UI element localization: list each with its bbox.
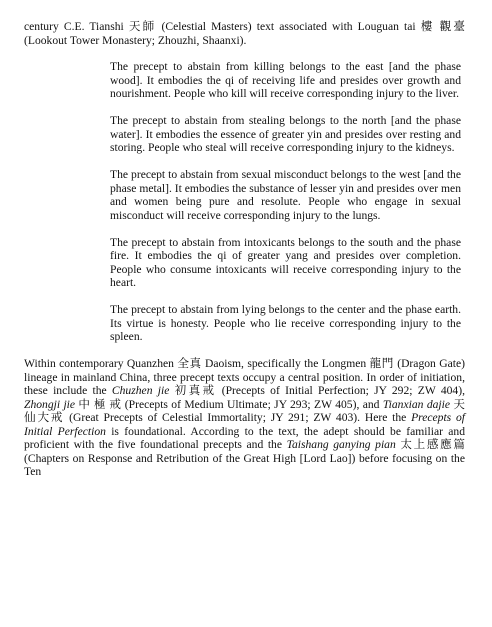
title-taishang-ganying-pian: Taishang ganying pian bbox=[286, 438, 396, 451]
document-page bbox=[24, 20, 465, 479]
body-text-segment: Within contemporary Quanzhen 全真 Daoism, specifically the Longmen 龍門 (Dragon Gate) lineage in mainland China, three precept texts occupy a central position. In order of initiation, these include the bbox=[24, 357, 465, 397]
quote-precept-lying: The precept to abstain from lying belongs to the center and the phase earth. Its virtue is honesty. People who lie receive corresponding injury to the spleen. bbox=[110, 303, 461, 343]
intro-paragraph: century C.E. Tianshi 天師 (Celestial Masters) text associated with Louguan tai 樓 觀臺 (Lookout Tower Monastery; Zhouzhi, Shaanxi). bbox=[24, 20, 465, 47]
body-text-segment: 太上感應篇 (Chapters on Response and Retribution of the Great High [Lord Lao]) before focusing on the Ten bbox=[24, 438, 465, 478]
body-text-segment: 中 極 戒 (Precepts of Medium Ultimate; JY 293; ZW 405), and bbox=[75, 397, 383, 411]
quote-precept-sexual-misconduct: The precept to abstain from sexual misconduct belongs to the west [and the phase metal]. It embodies the substance of lesser yin and presides over men and women being pure and resolute. People who engage in sexual misconduct will receive corresponding injury to the lungs. bbox=[110, 168, 461, 222]
body-text-segment: 初真戒 (Precepts of Initial Perfection; JY 292; ZW 404), bbox=[169, 384, 465, 397]
title-precepts-initial-perfection: Precepts of Initial Perfection bbox=[24, 411, 465, 438]
quote-precept-intoxicants: The precept to abstain from intoxicants belongs to the south and the phase fire. It embodies the qi of greater yang and presides over completion. People who consume intoxicants will receive corresponding injury to the heart. bbox=[110, 235, 461, 289]
title-tianxian-dajie: Tianxian dajie bbox=[382, 397, 451, 411]
quote-precept-stealing: The precept to abstain from stealing belongs to the north [and the phase water]. It embodies the essence of greater yin and presides over resting and storing. People who steal will receive corresponding injury to the kidneys. bbox=[110, 114, 461, 154]
body-paragraph bbox=[24, 357, 465, 479]
quote-precept-killing: The precept to abstain from killing belongs to the east [and the phase wood]. It embodies the qi of receiving life and presides over growth and nourishment. People who kill will receive corresponding injury to the liver. bbox=[110, 60, 461, 100]
body-text-segment: 天仙大戒 (Great Precepts of Celestial Immortality; JY 291; ZW 403). Here the bbox=[24, 397, 465, 424]
title-chuzhen-jie: Chuzhen jie bbox=[111, 384, 170, 397]
title-zhongji-jie: Zhongji jie bbox=[24, 397, 76, 411]
body-text-segment: is foundational. According to the text, the adept should be familiar and proficient with the five foundational precepts and the bbox=[24, 424, 465, 451]
